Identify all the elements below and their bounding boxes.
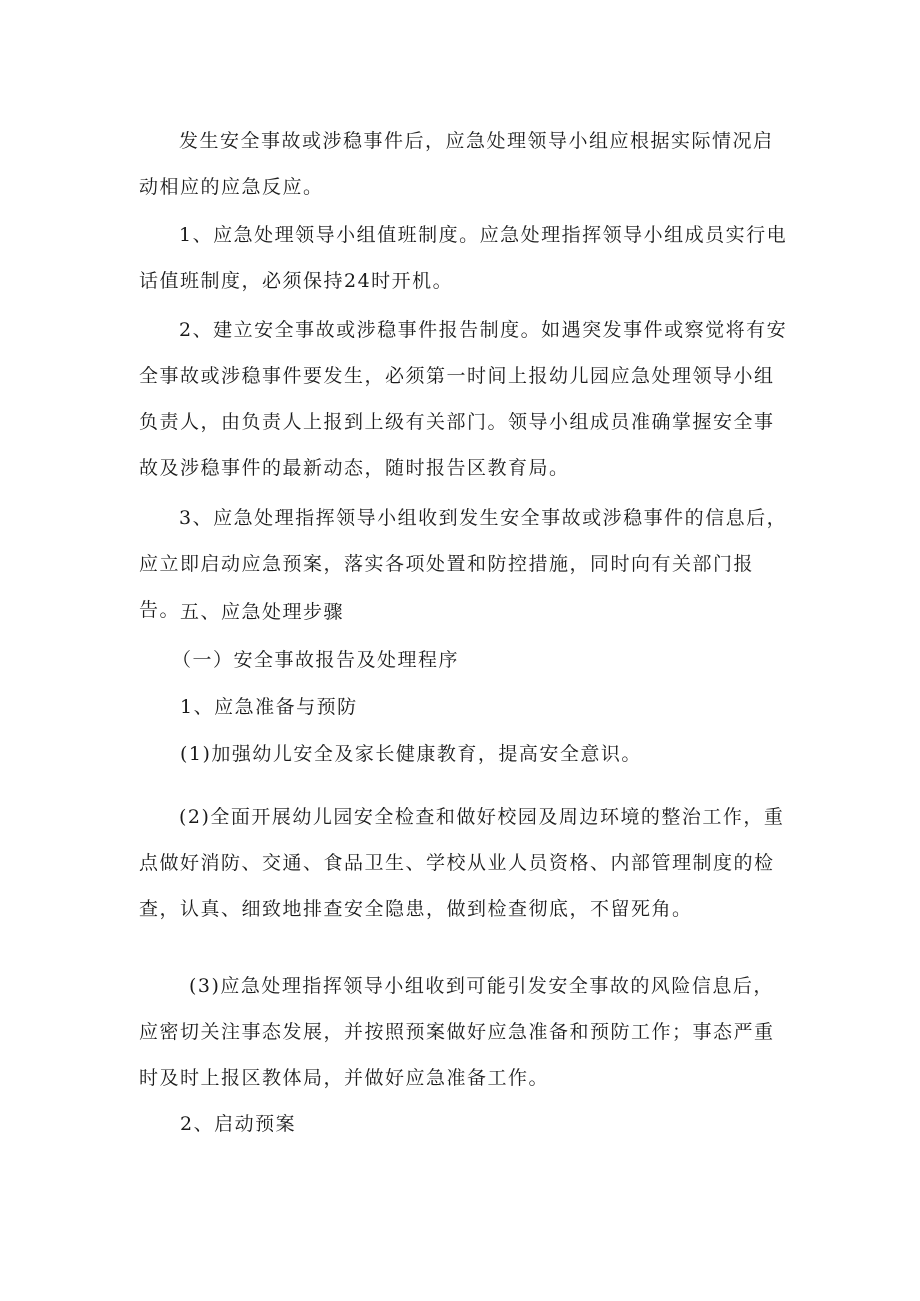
item-heading-start-plan: 2、启动预案 <box>180 1113 297 1135</box>
paragraph-start-plan-on-info: 3、应急处理指挥领导小组收到发生安全事故或涉稳事件的信息后，应立即启动应急预案，落实各项处置和防控措施，同时向有关部门报告。 <box>139 507 788 621</box>
paragraph-duty-system: 1、应急处理领导小组值班制度。应急处理指挥领导小组成员实行电话值班制度，必须保持24时开机。 <box>139 224 788 292</box>
paragraph-item-3: (3)应急处理指挥领导小组收到可能引发安全事故的风险信息后，应密切关注事态发展，并按照预案做好应急准备和预防工作；事态严重时及时上报区教体局，并做好应急准备工作。 <box>139 975 775 1089</box>
paragraph-report-system: 2、建立安全事故或涉稳事件报告制度。如遇突发事件或察觉将有安全事故或涉稳事件要发生，必须第一时间上报幼儿园应急处理领导小组负责人，由负责人上报到上级有关部门。领导小组成员准确掌握安全事故及涉稳事件的最新动态，随时报告区教育局。 <box>139 319 788 479</box>
item-heading-preparation: 1、应急准备与预防 <box>180 696 358 718</box>
paragraph-item-1: (1)加强幼儿安全及家长健康教育，提高安全意识。 <box>180 743 642 765</box>
subsection-heading-one: （一）安全事故报告及处理程序 <box>172 649 460 671</box>
paragraph-item-2: (2)全面开展幼儿园安全检查和做好校园及周边环境的整治工作，重点做好消防、交通、食品卫生、学校从业人员资格、内部管理制度的检查，认真、细致地排查安全隐患，做到检查彻底，不留死角。 <box>139 806 785 920</box>
paragraph-emergency-response: 发生安全事故或涉稳事件后，应急处理领导小组应根据实际情况启动相应的应急反应。 <box>139 130 774 198</box>
section-heading-five: 五、应急处理步骤 <box>180 601 345 623</box>
